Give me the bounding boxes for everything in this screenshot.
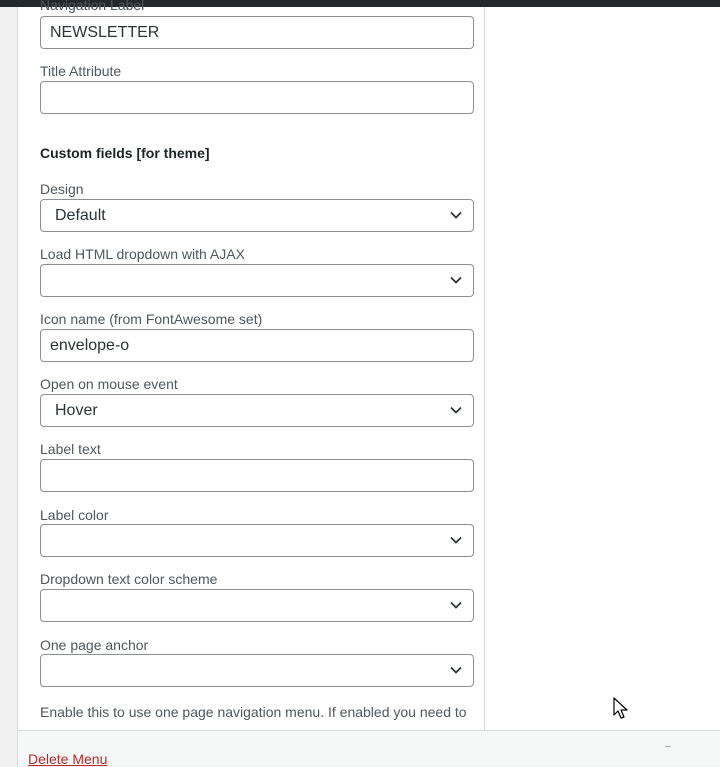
design-select[interactable] (40, 199, 474, 232)
menu-item-settings (18, 0, 485, 730)
navigation-label-label: Navigation Label (40, 0, 145, 13)
chevron-down-icon (449, 598, 463, 612)
mouse-cursor-icon (613, 697, 629, 721)
design-label: Design (40, 181, 84, 197)
dropdown-text-color-select[interactable] (40, 589, 474, 622)
navigation-label-input[interactable]: NEWSLETTER (40, 16, 474, 49)
delete-menu-link[interactable]: Delete Menu (28, 751, 108, 767)
left-gutter (0, 7, 18, 766)
icon-name-label: Icon name (from FontAwesome set) (40, 311, 263, 327)
label-text-label: Label text (40, 441, 101, 457)
design-select-value: Default (55, 207, 106, 224)
one-page-anchor-description: Enable this to use one page navigation menu. If enabled you need to (40, 704, 467, 720)
chevron-down-icon (449, 663, 463, 677)
label-color-select[interactable] (40, 524, 474, 557)
custom-fields-heading: Custom fields [for theme] (40, 145, 210, 161)
open-on-mouse-select[interactable] (40, 394, 474, 427)
one-page-anchor-label: One page anchor (40, 637, 149, 653)
footer-dash: – (665, 741, 671, 752)
chevron-down-icon (449, 533, 463, 547)
one-page-anchor-select[interactable] (40, 654, 474, 687)
chevron-down-icon (449, 273, 463, 287)
load-html-ajax-label: Load HTML dropdown with AJAX (40, 246, 245, 262)
menu-footer (18, 730, 720, 766)
open-on-mouse-select-value: Hover (55, 402, 98, 419)
load-html-ajax-select[interactable] (40, 264, 474, 297)
chevron-down-icon (449, 208, 463, 222)
icon-name-input[interactable]: envelope-o (40, 329, 474, 362)
chevron-down-icon (449, 403, 463, 417)
title-attribute-input[interactable] (40, 81, 474, 114)
title-attribute-label: Title Attribute (40, 63, 122, 79)
dropdown-text-color-label: Dropdown text color scheme (40, 571, 218, 587)
label-text-input[interactable] (40, 459, 474, 492)
open-on-mouse-label: Open on mouse event (40, 376, 178, 392)
label-color-label: Label color (40, 507, 109, 523)
